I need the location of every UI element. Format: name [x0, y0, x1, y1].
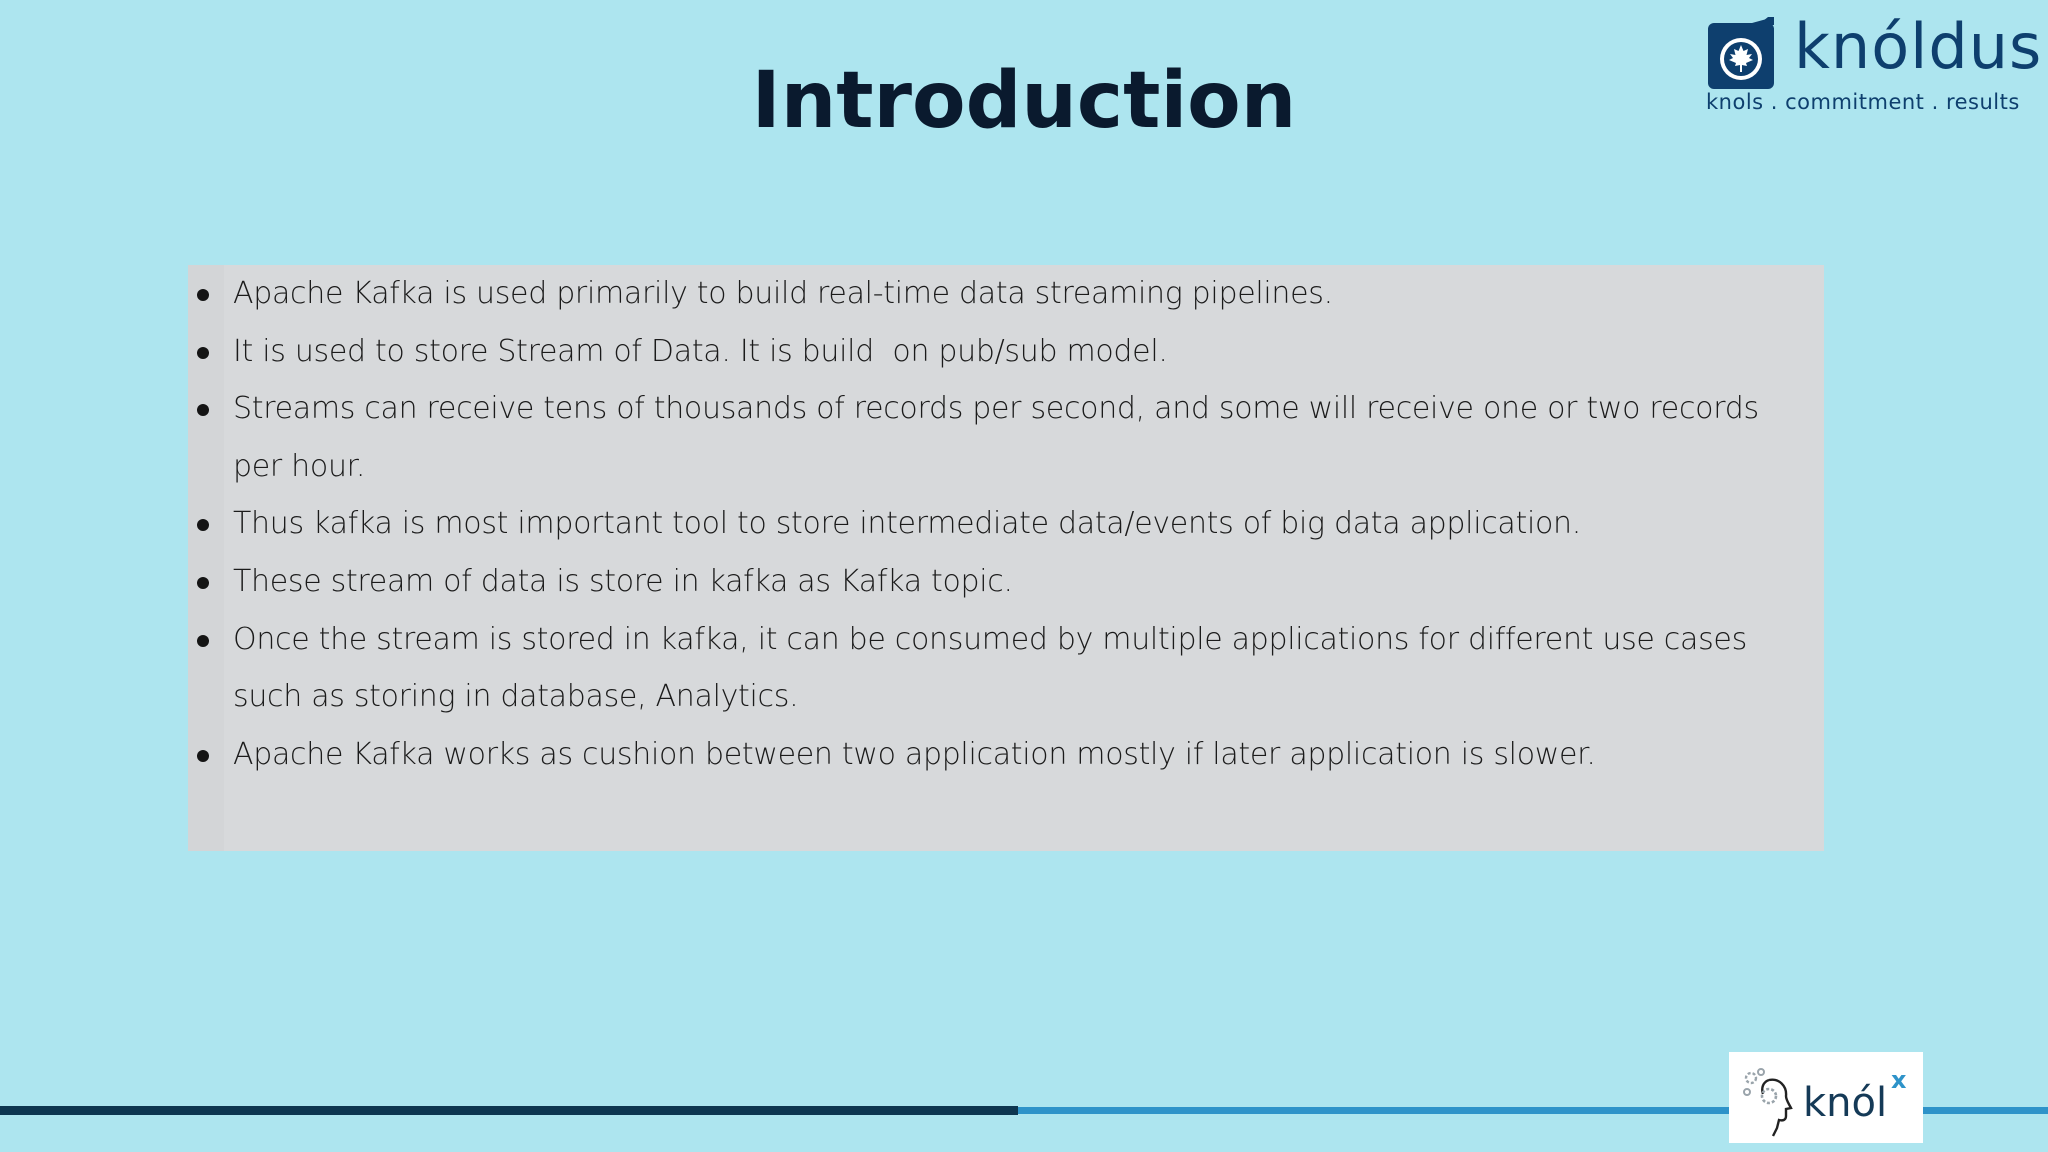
- bullet-dot-icon: [197, 347, 209, 359]
- bullet-text: Once the stream is stored in kafka, it can be consumed by multiple applications for different use cases such as storing in database, Analytics.: [233, 621, 1747, 715]
- bullet-text: Thus kafka is most important tool to store intermediate data/events of big data application.: [233, 506, 1582, 542]
- knoldus-logo: [1704, 10, 2043, 124]
- knolx-word: knól: [1803, 1080, 1888, 1126]
- bullet-item: [188, 380, 1824, 495]
- bullet-text: It is used to store Stream of Data. It is build on pub/sub model.: [233, 333, 1168, 369]
- bullet-text: Apache Kafka is used primarily to build real-time data streaming pipelines.: [233, 276, 1333, 311]
- knoldus-maple-leaf-icon: [1708, 17, 1782, 91]
- bullet-item: [188, 265, 1824, 323]
- footer-bar-dark: [0, 1106, 1018, 1115]
- slide-title: Introduction: [751, 56, 1297, 146]
- content-box: [188, 265, 1824, 851]
- bullet-item: [188, 553, 1824, 611]
- bullet-dot-icon: [197, 404, 209, 416]
- bullet-text: Streams can receive tens of thousands of records per second, and some will receive one or two records per hour.: [233, 391, 1759, 484]
- bullet-text: Apache Kafka works as cushion between two application mostly if later application is slower.: [233, 736, 1596, 772]
- bullet-item: [188, 323, 1824, 381]
- knolx-logo: [1729, 1052, 1923, 1143]
- head-gears-icon: [1739, 1066, 1799, 1138]
- bullet-dot-icon: [197, 519, 209, 531]
- bullet-item: [188, 495, 1824, 553]
- bullet-list: [188, 265, 1824, 783]
- bullet-dot-icon: [197, 635, 209, 647]
- bullet-item: [188, 611, 1824, 726]
- brand-name: knóldus: [1794, 10, 2043, 83]
- bullet-dot-icon: [197, 289, 209, 301]
- bullet-item: [188, 726, 1824, 784]
- bullet-text: These stream of data is store in kafka as Kafka topic.: [233, 563, 1013, 599]
- bullet-dot-icon: [197, 577, 209, 589]
- bullet-dot-icon: [197, 750, 209, 762]
- brand-tagline: knols . commitment . results: [1706, 90, 2020, 114]
- knolx-x: x: [1891, 1066, 1907, 1094]
